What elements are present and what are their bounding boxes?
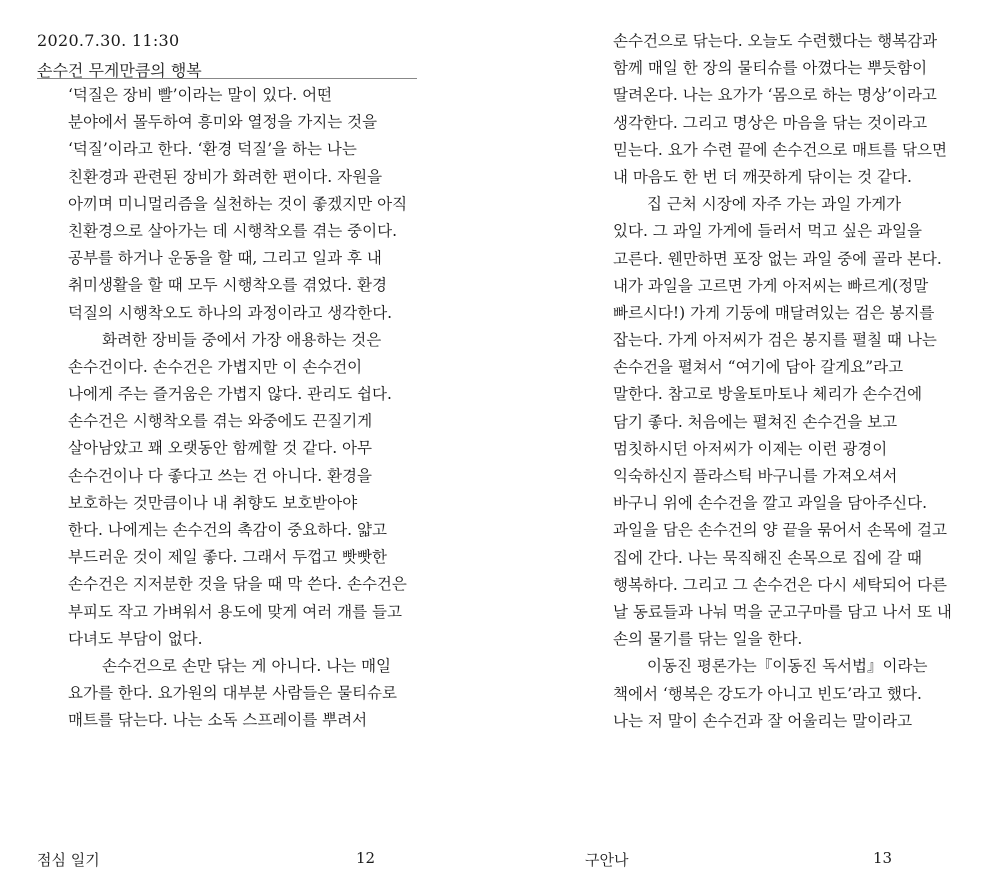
- right-page-number: 13: [873, 849, 893, 867]
- text-line: 내가 과일을 고르면 가게 아저씨는 빠르게(정말: [613, 276, 929, 295]
- text-line: 덕질의 시행착오도 하나의 과정이라고 생각한다.: [68, 303, 393, 322]
- text-line: 행복하다. 그리고 그 손수건은 다시 세탁되어 다른: [613, 575, 947, 594]
- text-line: ‘덕질’이라고 한다. ‘환경 덕질’을 하는 나는: [68, 140, 357, 159]
- text-line: 손수건은 시행착오를 겪는 와중에도 끈질기게: [68, 412, 373, 431]
- title-divider: [37, 78, 417, 79]
- text-line: 딸려온다. 나는 요가가 ‘몸으로 하는 명상’이라고: [613, 86, 937, 105]
- text-line: 집에 간다. 나는 묵직해진 손목으로 집에 갈 때: [613, 548, 922, 567]
- text-line: 내 마음도 한 번 더 깨끗하게 닦이는 것 같다.: [613, 167, 912, 186]
- text-line: 바구니 위에 손수건을 깔고 과일을 담아주신다.: [613, 494, 928, 513]
- text-line: 잡는다. 가게 아저씨가 검은 봉지를 펼칠 때 나는: [613, 331, 937, 350]
- text-line: 매트를 닦는다. 나는 소독 스프레이를 뿌려서: [68, 711, 368, 730]
- text-line: 분야에서 몰두하여 흥미와 열정을 가지는 것을: [68, 113, 378, 132]
- text-line: 말한다. 참고로 방울토마토나 체리가 손수건에: [613, 385, 923, 404]
- text-line: 아끼며 미니멀리즘을 실천하는 것이 좋겠지만 아직: [68, 194, 408, 213]
- text-line: 취미생활을 할 때 모두 시행착오를 겪었다. 환경: [68, 276, 387, 295]
- text-line: 부드러운 것이 제일 좋다. 그래서 두껍고 빳빳한: [68, 548, 387, 567]
- text-line: 빠르시다!) 가게 기둥에 매달려있는 검은 봉지를: [613, 303, 935, 322]
- text-line: 이동진 평론가는『이동진 독서법』이라는: [647, 657, 928, 676]
- text-line: 친환경과 관련된 장비가 화려한 편이다. 자원을: [68, 167, 383, 186]
- text-line: 손수건이다. 손수건은 가볍지만 이 손수건이: [68, 357, 363, 376]
- text-line: 생각한다. 그리고 명상은 마음을 닦는 것이라고: [613, 113, 928, 132]
- left-footer-label: 점심 일기: [37, 851, 100, 869]
- text-line: 익숙하신지 플라스틱 바구니를 가져오셔서: [613, 467, 898, 485]
- text-line: 한다. 나에게는 손수건의 촉감이 중요하다. 얇고: [68, 521, 387, 539]
- entry-date: 2020.7.30. 11:30: [37, 31, 180, 50]
- text-line: 화려한 장비들 중에서 가장 애용하는 것은: [102, 330, 382, 349]
- text-line: 책에서 ‘행복은 강도가 아니고 빈도’라고 했다.: [613, 684, 922, 703]
- right-body-text: [613, 28, 983, 735]
- text-line: 나에게 주는 즐거움은 가볍지 않다. 관리도 쉽다.: [68, 385, 392, 404]
- text-line: 믿는다. 요가 수련 끝에 손수건으로 매트를 닦으면: [613, 140, 947, 159]
- text-line: 손의 물기를 닦는 일을 한다.: [613, 630, 803, 649]
- text-line: 나는 저 말이 손수건과 잘 어울리는 말이라고: [613, 711, 913, 730]
- right-page: [500, 0, 1000, 895]
- text-line: 담기 좋다. 처음에는 펼쳐진 손수건을 보고: [613, 412, 898, 431]
- text-line: 손수건으로 닦는다. 오늘도 수련했다는 행복감과: [613, 32, 938, 50]
- left-page-number: 12: [356, 849, 376, 867]
- text-line: 손수건은 지저분한 것을 닦을 때 막 쓴다. 손수건은: [68, 575, 407, 594]
- text-line: 있다. 그 과일 가게에 들러서 먹고 싶은 과일을: [613, 222, 922, 241]
- text-line: 멈칫하시던 아저씨가 이제는 이런 광경이: [613, 439, 888, 458]
- entry-title: 손수건 무게만큼의 행복: [37, 61, 202, 80]
- text-line: 손수건으로 손만 닦는 게 아니다. 나는 매일: [102, 656, 392, 675]
- text-line: 살아남았고 꽤 오랫동안 함께할 것 같다. 아무: [68, 439, 373, 458]
- text-line: 함께 매일 한 장의 물티슈를 아꼈다는 뿌듯함이: [613, 59, 928, 78]
- text-line: 과일을 담은 손수건의 양 끝을 묶어서 손목에 걸고: [613, 521, 947, 540]
- text-line: ‘덕질은 장비 빨’이라는 말이 있다. 어떤: [68, 86, 333, 104]
- text-line: 공부를 하거나 운동을 할 때, 그리고 일과 후 내: [68, 249, 382, 268]
- text-line: 날 동료들과 나눠 먹을 군고구마를 담고 나서 또 내: [613, 602, 952, 621]
- right-footer-label: 구안나: [585, 851, 629, 869]
- text-line: 친환경으로 살아가는 데 시행착오를 겪는 중이다.: [68, 221, 398, 240]
- text-line: 손수건이나 다 좋다고 쓰는 건 아니다. 환경을: [68, 466, 373, 485]
- text-line: 다녀도 부담이 없다.: [68, 629, 203, 648]
- text-line: 고른다. 웬만하면 포장 없는 과일 중에 골라 본다.: [613, 249, 942, 268]
- text-line: 요가를 한다. 요가원의 대부분 사람들은 물티슈로: [68, 684, 398, 703]
- left-body-text: [68, 82, 428, 735]
- text-line: 부피도 작고 가벼워서 용도에 맞게 여러 개를 들고: [68, 602, 402, 621]
- text-line: 손수건을 펼쳐서 “여기에 담아 갈게요”라고: [613, 358, 904, 377]
- text-line: 보호하는 것만큼이나 내 취향도 보호받아야: [68, 493, 358, 512]
- text-line: 집 근처 시장에 자주 가는 과일 가게가: [647, 195, 902, 214]
